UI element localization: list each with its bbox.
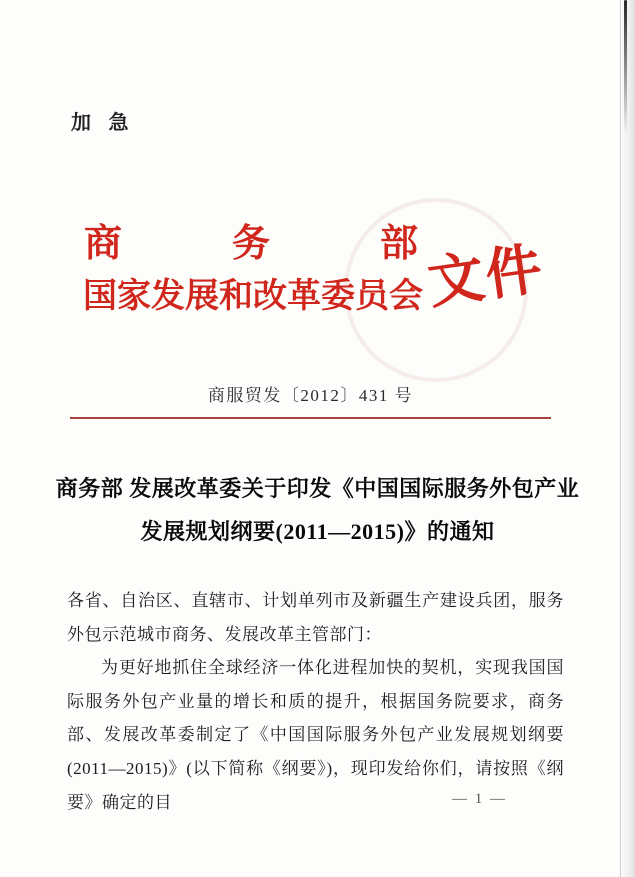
agency-char-2: 务 xyxy=(231,223,270,265)
scan-dark-edge-artifact xyxy=(624,0,627,135)
document-body xyxy=(67,584,564,819)
document-title-line1: 商务部 发展改革委关于印发《中国国际服务外包产业 xyxy=(55,476,580,501)
document-number: 商服贸发〔2012〕431 号 xyxy=(207,386,414,405)
agency-name-line2: 国家发展和改革委员会 xyxy=(83,278,423,315)
document-title xyxy=(40,467,595,553)
intro-paragraph: 为更好地抓住全球经济一体化进程加快的契机，实现我国国际服务外包产业量的增长和质的提升，根据国务院要求，商务部、发展改革委制定了《中国国际服务外包产业发展规划纲要(2011—2015)》(以下简称《纲要》)，现印发给你们，请按照《纲要》确定的目 xyxy=(67,658,564,812)
scan-edge-shadow xyxy=(619,0,635,877)
document-type-label: 文件 xyxy=(424,238,548,316)
agency-char-1: 商 xyxy=(84,223,123,265)
agency-name-line1 xyxy=(84,223,418,265)
scan-page-edge-line xyxy=(620,0,621,877)
urgent-marker: 加 急 xyxy=(71,112,135,134)
agency-char-3: 部 xyxy=(379,223,418,265)
page-number: — 1 — xyxy=(452,791,507,807)
recipients-paragraph: 各省、自治区、直辖市、计划单列市及新疆生产建设兵团，服务外包示范城市商务、发展改革主管部门： xyxy=(67,591,564,644)
red-separator-line xyxy=(70,417,551,419)
document-title-line2: 发展规划纲要(2011—2015)》的通知 xyxy=(140,519,495,544)
